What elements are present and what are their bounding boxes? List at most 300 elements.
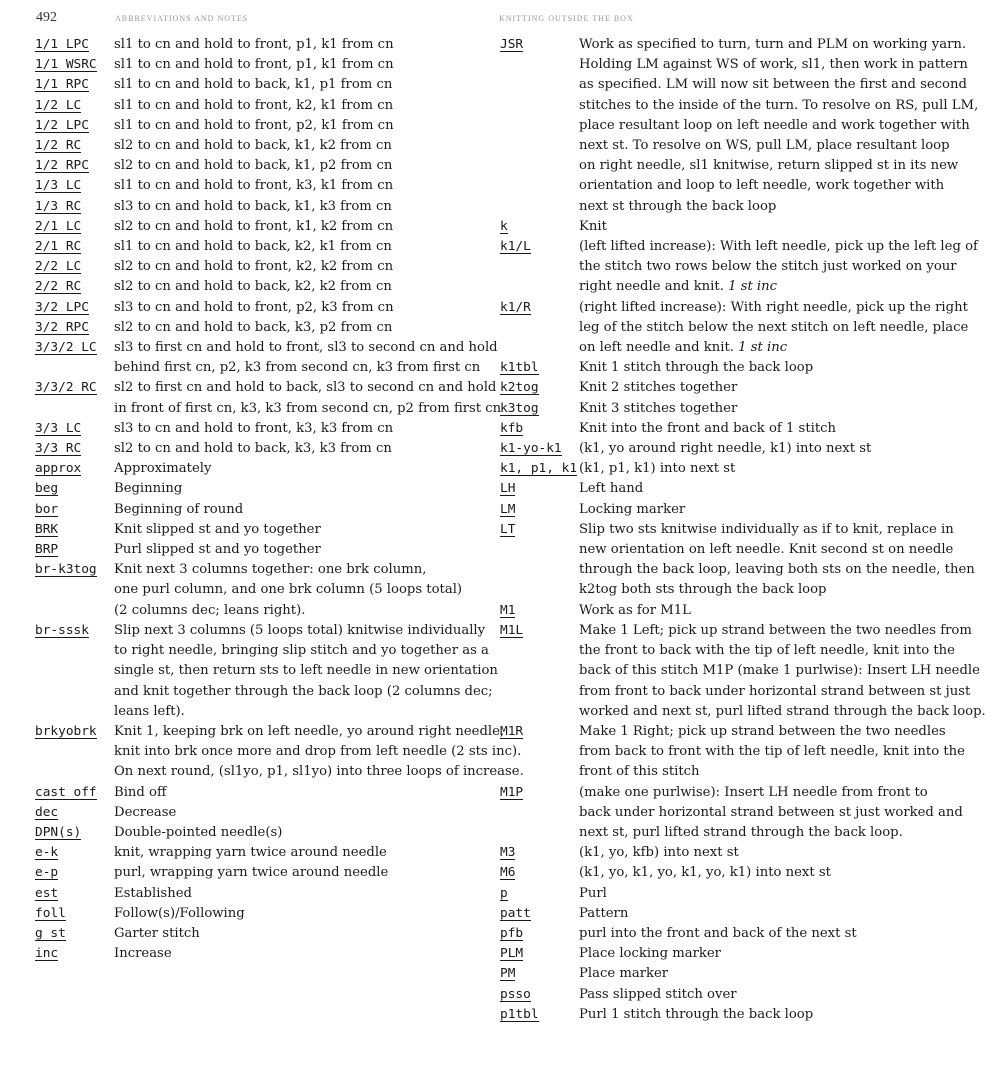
glossary-entry (35, 116, 485, 136)
abbreviation-term: BRK (35, 521, 59, 537)
glossary-entry (35, 863, 485, 883)
definition-line (579, 500, 960, 520)
definition-text: Locking marker (579, 501, 686, 517)
definition-line (114, 136, 485, 156)
definition-line (579, 439, 960, 459)
abbreviation-term: DPN(s) (35, 824, 82, 840)
definition-text: Bind off (114, 784, 167, 800)
definition-text: next st, purl lifted strand through the back loop. (579, 824, 903, 840)
definition-text: Work as for M1L (579, 602, 691, 618)
definition-line (114, 419, 485, 439)
abbreviation-cell (500, 904, 579, 924)
definition-text: (k1, yo around right needle, k1) into next st (579, 441, 872, 457)
definition-text: orientation and loop to left needle, work together with (579, 178, 945, 194)
glossary-entry (500, 1005, 960, 1025)
glossary-entry (35, 439, 485, 459)
abbreviation-cell (500, 500, 579, 520)
definition-line (579, 75, 978, 95)
glossary-entry (35, 257, 485, 277)
abbreviation-cell (35, 237, 114, 257)
abbreviation-term: 1/2 LPC (35, 117, 89, 133)
abbreviation-definition (579, 1005, 960, 1025)
abbreviation-cell (35, 904, 114, 924)
abbreviation-cell (35, 803, 114, 823)
abbreviation-definition (579, 884, 960, 904)
abbreviation-term: foll (35, 905, 66, 921)
glossary-entry (500, 237, 978, 298)
definition-text: right needle and knit. (579, 279, 724, 295)
glossary-entry (35, 156, 485, 176)
book-title: KNITTING OUTSIDE THE BOX (499, 14, 634, 23)
abbreviation-definition (114, 803, 485, 823)
definition-line (579, 884, 960, 904)
definition-line (114, 318, 485, 338)
definition-text: sl1 to cn and hold to front, k2, k1 from cn (114, 97, 394, 113)
abbreviation-cell (35, 540, 114, 560)
definition-line (579, 601, 960, 621)
definition-line (114, 762, 524, 782)
glossary-entry (500, 863, 960, 883)
glossary-entry (35, 96, 485, 116)
definition-text: knit, wrapping yarn twice around needle (114, 845, 387, 861)
definition-text: Holding LM against WS of work, sl1, then work in pattern (579, 57, 968, 73)
abbreviation-term: patt (500, 905, 531, 921)
definition-line (579, 55, 978, 75)
abbreviation-definition (114, 500, 485, 520)
abbreviation-definition (579, 985, 960, 1005)
definition-text: leg of the stitch below the next stitch on left needle, place (579, 319, 969, 335)
abbreviation-term: est (35, 885, 59, 901)
abbreviation-cell (35, 419, 114, 439)
glossary-entry (500, 298, 969, 359)
abbreviation-definition (579, 904, 960, 924)
definition-line (579, 944, 960, 964)
definition-line (579, 742, 965, 762)
glossary-entry (35, 378, 502, 418)
definition-line (114, 298, 485, 318)
definition-line (579, 378, 960, 398)
glossary-entry (35, 479, 485, 499)
glossary-entry (35, 75, 485, 95)
abbreviation-definition (114, 560, 485, 621)
abbreviation-cell (35, 176, 114, 196)
definition-line (114, 116, 485, 136)
definition-text: (2 columns dec; leans right). (114, 602, 306, 618)
definition-text: single st, then return sts to left needle in new orientation (114, 663, 498, 679)
definition-line (114, 702, 498, 722)
abbreviation-definition (114, 156, 485, 176)
definition-line (114, 399, 501, 419)
definition-text: Knit 1, keeping brk on left needle, yo around right needle, (114, 723, 505, 739)
definition-line (579, 257, 978, 277)
abbreviation-definition (114, 439, 485, 459)
definition-line (579, 1005, 960, 1025)
abbreviation-term: 3/2 RPC (35, 319, 89, 335)
abbreviation-term: 1/3 LC (35, 178, 82, 194)
definition-text: Follow(s)/Following (114, 905, 245, 921)
abbreviation-definition (114, 621, 498, 722)
definition-text: Knit next 3 columns together: one brk column, (114, 562, 427, 578)
abbreviation-cell (35, 722, 114, 742)
definition-line (579, 197, 978, 217)
definition-text: next st. To resolve on WS, pull LM, place resultant loop (579, 138, 950, 154)
definition-text: Garter stitch (114, 925, 200, 941)
definition-line (114, 803, 485, 823)
definition-line (114, 277, 485, 297)
abbreviation-definition (114, 55, 485, 75)
abbreviation-cell (500, 419, 579, 439)
definition-line (579, 803, 963, 823)
abbreviation-cell (500, 520, 579, 540)
abbreviation-definition (579, 378, 960, 398)
definition-line (114, 439, 485, 459)
glossary-entry (500, 783, 963, 844)
abbreviation-cell (500, 843, 579, 863)
abbreviation-definition (114, 843, 485, 863)
abbreviation-cell (35, 520, 114, 540)
abbreviation-term: k (500, 218, 508, 234)
abbreviation-cell (35, 924, 114, 944)
definition-text: the front to back with the tip of left needle, knit into the (579, 643, 955, 659)
definition-text: sl2 to cn and hold to back, k1, p2 from cn (114, 158, 393, 174)
definition-line (579, 580, 975, 600)
definition-line (114, 500, 485, 520)
definition-line (114, 96, 485, 116)
abbreviation-term: 1/2 RC (35, 138, 82, 154)
abbreviation-term: M1 (500, 602, 516, 618)
definition-line (579, 176, 978, 196)
definition-text: sl2 to cn and hold to front, k2, k2 from cn (114, 259, 394, 275)
definition-text: new orientation on left needle. Knit second st on needle (579, 542, 954, 558)
definition-text: one purl column, and one brk column (5 loops total) (114, 582, 463, 598)
definition-text: sl1 to cn and hold to back, k2, k1 from cn (114, 239, 392, 255)
definition-text: On next round, (sl1yo, p1, sl1yo) into three loops of increase. (114, 764, 524, 780)
definition-text: the stitch two rows below the stitch just worked on your (579, 259, 957, 275)
definition-line (579, 661, 986, 681)
definition-text: Slip next 3 columns (5 loops total) knitwise individually (114, 622, 486, 638)
abbreviation-cell (500, 964, 579, 984)
abbreviation-cell (500, 985, 579, 1005)
definition-line (114, 682, 498, 702)
definition-line (579, 136, 978, 156)
definition-text: sl2 to cn and hold to front, k1, k2 from cn (114, 218, 394, 234)
glossary-entry (35, 298, 485, 318)
glossary-entry (500, 924, 960, 944)
abbreviation-definition (114, 116, 485, 136)
abbreviation-term: dec (35, 804, 59, 820)
abbreviation-cell (500, 358, 579, 378)
definition-line (114, 520, 485, 540)
glossary-entry (35, 217, 485, 237)
glossary-entry (500, 601, 960, 621)
definition-text: Purl slipped st and yo together (114, 542, 321, 558)
abbreviation-term: approx (35, 461, 82, 477)
abbreviation-definition (114, 277, 485, 297)
abbreviation-cell (500, 459, 579, 479)
definition-text: front of this stitch (579, 764, 700, 780)
abbreviation-term: 1/3 RC (35, 198, 82, 214)
abbreviation-cell (500, 217, 579, 237)
abbreviation-cell (35, 55, 114, 75)
definition-line (579, 237, 978, 257)
definition-line (114, 257, 485, 277)
definition-line (114, 722, 524, 742)
definition-line (114, 176, 485, 196)
definition-text: Knit slipped st and yo together (114, 521, 321, 537)
abbreviation-definition (114, 298, 485, 318)
abbreviation-cell (35, 823, 114, 843)
definition-line (114, 197, 485, 217)
definition-line (114, 237, 485, 257)
glossary-entry (35, 197, 485, 217)
abbreviation-term: 1/1 WSRC (35, 57, 97, 73)
definition-line (579, 318, 968, 338)
definition-text: (k1, p1, k1) into next st (579, 461, 736, 477)
definition-text: Pattern (579, 905, 629, 921)
abbreviation-definition (114, 540, 485, 560)
definition-text: on right needle, sl1 knitwise, return slipped st in its new (579, 158, 959, 174)
abbreviation-term: inc (35, 946, 59, 962)
abbreviation-term: 3/2 LPC (35, 299, 89, 315)
definition-line (114, 479, 485, 499)
definition-text: next st through the back loop (579, 198, 777, 214)
abbreviation-term: BRP (35, 542, 59, 558)
definition-text: Slip two sts knitwise individually as if to knit, replace in (579, 521, 954, 537)
glossary-entry (35, 843, 485, 863)
abbreviation-term: LM (500, 501, 516, 517)
definition-line (579, 964, 960, 984)
definition-line (579, 116, 978, 136)
glossary-entry (35, 419, 485, 439)
definition-text: sl2 to cn and hold to back, k3, p2 from cn (114, 319, 393, 335)
definition-text: sl2 to cn and hold to back, k2, k2 from cn (114, 279, 392, 295)
definition-text: sl1 to cn and hold to front, p1, k1 from cn (114, 57, 394, 73)
definition-line (579, 459, 960, 479)
abbreviation-cell (35, 197, 114, 217)
definition-line (114, 217, 485, 237)
abbreviation-cell (35, 257, 114, 277)
definition-line (114, 601, 485, 621)
glossary-entry (500, 358, 960, 378)
abbreviation-definition (579, 298, 968, 359)
abbreviation-definition (114, 35, 485, 55)
abbreviation-term: M1P (500, 784, 524, 800)
definition-text: Approximately (114, 461, 212, 477)
abbreviation-term: 1/2 LC (35, 97, 82, 113)
definition-line (579, 540, 975, 560)
abbreviation-definition (579, 479, 960, 499)
abbreviation-cell (500, 783, 579, 803)
abbreviation-definition (114, 75, 485, 95)
abbreviation-cell (35, 843, 114, 863)
abbreviation-term: M6 (500, 865, 516, 881)
definition-text: Knit 2 stitches together (579, 380, 738, 396)
abbreviation-definition (114, 944, 485, 964)
abbreviation-definition (114, 884, 485, 904)
increase-note: 1 st inc (738, 340, 788, 356)
glossary-entry (35, 924, 485, 944)
abbreviation-term: 3/3 RC (35, 441, 82, 457)
abbreviation-cell (35, 500, 114, 520)
abbreviation-cell (35, 96, 114, 116)
abbreviation-cell (35, 863, 114, 883)
abbreviation-definition (579, 964, 960, 984)
glossary-entry (35, 136, 485, 156)
definition-line (114, 924, 485, 944)
abbreviation-term: bor (35, 501, 59, 517)
definition-line (114, 55, 485, 75)
definition-text: sl3 to cn and hold to front, k3, k3 from cn (114, 420, 394, 436)
definition-text: (k1, yo, kfb) into next st (579, 845, 739, 861)
abbreviation-cell (500, 35, 579, 55)
definition-text: Knit 3 stitches together (579, 400, 738, 416)
glossary-entry (500, 621, 986, 722)
definition-line (579, 277, 978, 297)
definition-text: (left lifted increase): With left needle, pick up the left leg of (579, 239, 978, 255)
definition-line (579, 985, 960, 1005)
abbreviation-term: M1R (500, 723, 524, 739)
definition-line (579, 863, 960, 883)
definition-line (114, 944, 485, 964)
abbreviation-term: k1tbl (500, 360, 539, 376)
definition-text: Double-pointed needle(s) (114, 824, 283, 840)
glossary-entry (500, 884, 960, 904)
definition-line (114, 35, 485, 55)
abbreviation-cell (500, 924, 579, 944)
definition-text: Place locking marker (579, 946, 721, 962)
abbreviation-term: 1/1 RPC (35, 77, 89, 93)
definition-line (579, 338, 968, 358)
definition-line (579, 358, 960, 378)
definition-text: Purl 1 stitch through the back loop (579, 1006, 814, 1022)
glossary-entry (35, 520, 485, 540)
definition-text: sl2 to cn and hold to back, k3, k3 from cn (114, 441, 392, 457)
definition-text: Make 1 Left; pick up strand between the two needles from (579, 622, 972, 638)
definition-line (579, 96, 978, 116)
definition-text: Work as specified to turn, turn and PLM on working yarn. (579, 37, 967, 52)
glossary-entry (35, 904, 485, 924)
definition-line (579, 823, 963, 843)
definition-line (114, 540, 485, 560)
definition-line (579, 419, 960, 439)
definition-text: on left needle and knit. (579, 340, 734, 356)
abbreviation-definition (114, 783, 485, 803)
abbreviation-definition (579, 358, 960, 378)
abbreviation-definition (579, 439, 960, 459)
abbreviation-definition (114, 318, 485, 338)
definition-text: to right needle, bringing slip stitch and yo together as a (114, 643, 489, 659)
definition-line (114, 904, 485, 924)
definition-text: knit into brk once more and drop from left needle (2 sts inc). (114, 744, 522, 760)
abbreviation-term: p (500, 885, 508, 901)
abbreviation-definition (579, 722, 965, 783)
definition-text: sl2 to cn and hold to back, k1, k2 from cn (114, 138, 392, 154)
abbreviation-definition (579, 35, 978, 217)
glossary-entry (35, 783, 485, 803)
glossary-entry (35, 944, 485, 964)
glossary-entry (35, 237, 485, 257)
definition-text: sl1 to cn and hold to front, k3, k1 from cn (114, 178, 394, 194)
definition-text: k2tog both sts through the back loop (579, 582, 827, 598)
abbreviation-cell (35, 136, 114, 156)
abbreviation-term: p1tbl (500, 1006, 539, 1022)
definition-line (114, 843, 485, 863)
abbreviation-term: 3/3/2 RC (35, 380, 97, 396)
definition-line (114, 156, 485, 176)
abbreviation-term: 1/1 LPC (35, 37, 89, 52)
glossary-entry (35, 318, 485, 338)
abbreviation-term: PM (500, 966, 516, 982)
increase-note: 1 st inc (728, 279, 778, 295)
glossary-entry (500, 459, 960, 479)
definition-line (579, 762, 965, 782)
definition-line (114, 783, 485, 803)
glossary-entry (500, 985, 960, 1005)
abbreviation-definition (114, 96, 485, 116)
abbreviation-term: M1L (500, 622, 524, 638)
definition-line (579, 924, 960, 944)
glossary-entry (500, 35, 979, 217)
definition-line (579, 156, 978, 176)
definition-text: back of this stitch M1P (make 1 purlwise): Insert LH needle (579, 663, 980, 679)
definition-text: and knit together through the back loop (2 columns dec; (114, 683, 493, 699)
abbreviation-cell (35, 35, 114, 55)
abbreviation-cell (500, 863, 579, 883)
abbreviation-term: pfb (500, 925, 524, 941)
definition-text: Beginning (114, 481, 183, 497)
definition-line (579, 621, 986, 641)
abbreviation-term: 2/1 LC (35, 218, 82, 234)
glossary-entry (500, 500, 960, 520)
glossary-entry (500, 439, 960, 459)
definition-line (114, 884, 485, 904)
abbreviation-definition (114, 176, 485, 196)
glossary-entry (500, 944, 960, 964)
abbreviation-term: e-k (35, 845, 59, 861)
abbreviation-cell (35, 217, 114, 237)
abbreviation-term: 3/3/2 LC (35, 340, 97, 356)
abbreviation-cell (35, 318, 114, 338)
definition-line (114, 560, 485, 580)
abbreviation-definition (579, 217, 960, 237)
abbreviation-cell (35, 338, 114, 358)
definition-text: sl2 to first cn and hold to back, sl3 to second cn and hold (114, 380, 497, 396)
definition-line (114, 823, 485, 843)
definition-text: stitches to the inside of the turn. To resolve on RS, pull LM, (579, 97, 979, 113)
definition-line (114, 75, 485, 95)
definition-line (579, 560, 975, 580)
abbreviation-definition (114, 197, 485, 217)
abbreviation-term: e-p (35, 865, 59, 881)
abbreviation-definition (579, 621, 986, 722)
abbreviation-term: k1/R (500, 299, 531, 315)
abbreviation-definition (114, 924, 485, 944)
definition-text: purl into the front and back of the next st (579, 925, 857, 941)
abbreviation-definition (579, 399, 960, 419)
abbreviation-cell (500, 884, 579, 904)
abbreviation-cell (35, 560, 114, 580)
abbreviation-term: k1, p1, k1 (500, 461, 578, 477)
abbreviation-cell (500, 601, 579, 621)
glossary-entry (500, 378, 960, 398)
definition-line (579, 702, 986, 722)
definition-text: sl1 to cn and hold to front, p1, k1 from cn (114, 37, 394, 52)
definition-text: place resultant loop on left needle and work together with (579, 117, 970, 133)
definition-text: Place marker (579, 966, 669, 982)
abbreviation-definition (114, 479, 485, 499)
abbreviation-cell (500, 479, 579, 499)
abbreviation-definition (114, 904, 485, 924)
